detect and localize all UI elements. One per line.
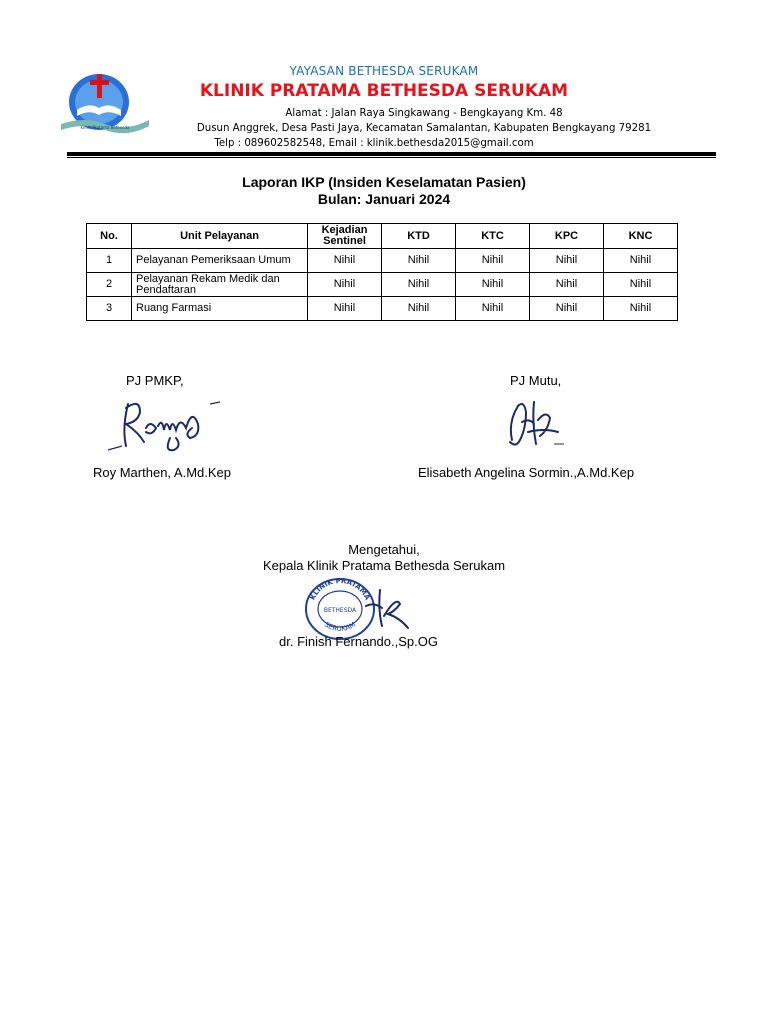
clinic-name: KLINIK PRATAMA BETHESDA SERUKAM: [199, 81, 569, 101]
cell-kpc: Nihil: [530, 273, 604, 297]
cell-knc: Nihil: [604, 297, 678, 321]
logo-caption: Klinik Pratama Bethesda: [80, 125, 130, 130]
foundation-name: YAYASAN BETHESDA SERUKAM: [289, 64, 479, 78]
cell-unit: Ruang Farmasi: [132, 297, 308, 321]
letterhead-rule-thick: [67, 152, 716, 156]
stamp-mid-text: BETHESDA: [323, 607, 357, 614]
address-line-2: Dusun Anggrek, Desa Pasti Jaya, Kecamatan Samalantan, Kabupaten Bengkayang 79281: [196, 123, 652, 134]
cell-ktd: Nihil: [382, 249, 456, 273]
cell-no: 1: [87, 249, 132, 273]
stamp-top-text: KLINIK PRATAMA: [308, 576, 372, 602]
cell-no: 2: [87, 273, 132, 297]
report-period: Bulan: Januari 2024: [317, 191, 451, 207]
cell-sentinel: Nihil: [308, 273, 382, 297]
cell-no: 3: [87, 297, 132, 321]
acknowledgement-role: Kepala Klinik Pratama Bethesda Serukam: [262, 558, 506, 573]
header-no: No.: [87, 224, 132, 249]
pj-pmkp-label: PJ PMKP,: [126, 373, 184, 388]
table-row: [87, 249, 678, 273]
table-row: [87, 273, 678, 297]
cell-knc: Nihil: [604, 273, 678, 297]
header-sentinel: Kejadian Sentinel: [308, 224, 382, 249]
svg-text:SERUKAM: [323, 621, 357, 634]
stamp-bottom-text: SERUKAM: [322, 620, 358, 634]
table-header-row: [87, 224, 678, 249]
cell-ktc: Nihil: [456, 249, 530, 273]
contact-line: Telp : 089602582548, Email : klinik.bethesda2015@gmail.com: [214, 138, 534, 149]
cell-ktc: Nihil: [456, 297, 530, 321]
cell-sentinel: Nihil: [308, 297, 382, 321]
header-unit: Unit Pelayanan: [132, 224, 308, 249]
pj-pmkp-name: Roy Marthen, A.Md.Kep: [93, 465, 232, 480]
incident-table: [86, 223, 678, 321]
table-row: [87, 297, 678, 321]
cell-knc: Nihil: [604, 249, 678, 273]
cell-unit: Pelayanan Rekam Medik dan Pendaftaran: [132, 273, 308, 297]
pj-mutu-signature: [498, 392, 568, 458]
pj-mutu-label: PJ Mutu,: [510, 373, 562, 388]
address-line-1: Alamat : Jalan Raya Singkawang - Bengkayang Km. 48: [285, 108, 563, 119]
head-name: dr. Finish Fernando.,Sp.OG: [279, 634, 438, 649]
acknowledgement-label: Mengetahui,: [348, 542, 420, 557]
cell-ktd: Nihil: [382, 297, 456, 321]
header-ktc: KTC: [456, 224, 530, 249]
head-signature: [360, 586, 412, 632]
cell-sentinel: Nihil: [308, 249, 382, 273]
letterhead-rule-thin: [67, 157, 716, 158]
cell-kpc: Nihil: [530, 297, 604, 321]
cell-ktc: Nihil: [456, 273, 530, 297]
report-title: Laporan IKP (Insiden Keselamatan Pasien): [242, 174, 526, 190]
cell-ktd: Nihil: [382, 273, 456, 297]
header-knc: KNC: [604, 224, 678, 249]
header-kpc: KPC: [530, 224, 604, 249]
pj-pmkp-signature: [100, 388, 230, 468]
cell-unit: Pelayanan Pemeriksaan Umum: [132, 249, 308, 273]
pj-mutu-name: Elisabeth Angelina Sormin.,A.Md.Kep: [418, 465, 635, 480]
cell-kpc: Nihil: [530, 249, 604, 273]
header-ktd: KTD: [382, 224, 456, 249]
